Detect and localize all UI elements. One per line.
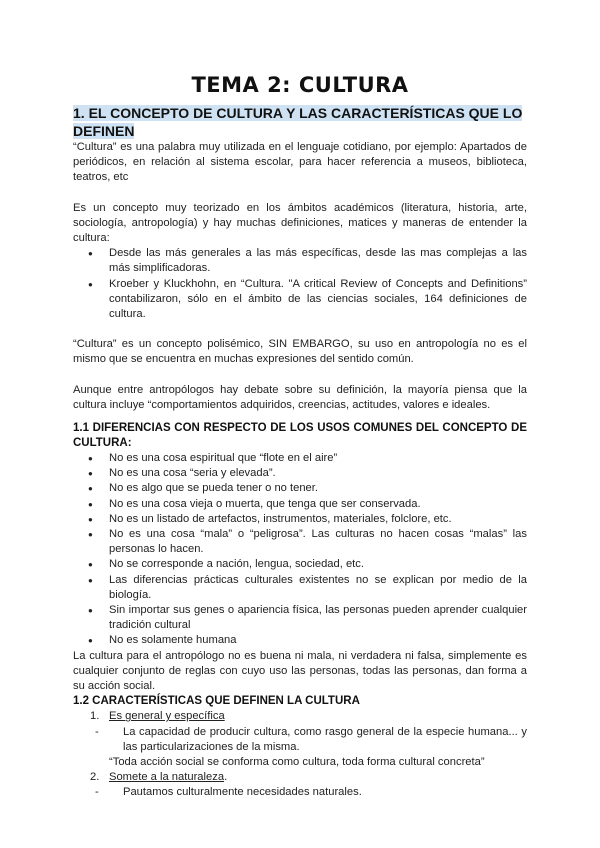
characteristic-item — [73, 770, 527, 785]
section-1-heading-text: 1. EL CONCEPTO DE CULTURA Y LAS CARACTERÍSTICAS QUE LO DEFINEN — [73, 105, 523, 139]
dash-list — [73, 725, 527, 755]
section-1-1-heading: 1.1 DIFERENCIAS CON RESPECTO DE LOS USOS COMUNES DEL CONCEPTO DE CULTURA: — [73, 422, 527, 450]
list-item: - Pautamos culturalmente necesidades naturales. — [73, 785, 527, 800]
section-1-2-heading: 1.2 CARACTERÍSTICAS QUE DEFINEN LA CULTURA — [73, 695, 360, 708]
list-item: ● No es algo que se pueda tener o no tener. — [73, 481, 527, 496]
differences-list — [73, 451, 527, 649]
quote-line: “Toda acción social se conforma como cultura, toda forma cultural concreta” — [109, 755, 485, 768]
document-page — [73, 72, 527, 801]
list-item: ● No es una cosa espiritual que “flote en el aire” — [73, 451, 527, 466]
list-item: ● No es un listado de artefactos, instrumentos, materiales, folclore, etc. — [73, 512, 527, 527]
definitions-list — [73, 246, 527, 322]
item-number: 1. — [90, 710, 100, 723]
characteristics-list — [73, 709, 527, 724]
item-label-suffix: . — [224, 771, 228, 784]
theorized-paragraph: Es un concepto muy teorizado en los ámbitos académicos (literatura, historia, arte, sociología, antropología) y hay muchas definiciones, matices y maneras de entender la cultura: — [73, 201, 527, 245]
list-item: ● Desde las más generales a las más específicas, desde las mas complejas a las más simplificadoras. — [73, 246, 527, 276]
list-item: ● No es una cosa “mala” o “peligrosa”. Las culturas no hacen cosas “malas” las personas lo hacen. — [73, 527, 527, 557]
list-item: ● Las diferencias prácticas culturales existentes no se explican por medio de la biología. — [73, 573, 527, 603]
list-item: ● No es una cosa “seria y elevada”. — [73, 466, 527, 481]
list-item: ● No es una cosa vieja o muerta, que tenga que ser conservada. — [73, 497, 527, 512]
list-item: ● No es solamente humana — [73, 633, 527, 648]
item-number: 2. — [90, 771, 100, 784]
list-item: ● Sin importar sus genes o apariencia física, las personas pueden aprender cualquier tradición cultural — [73, 603, 527, 633]
item-label: Somete a la naturaleza — [109, 771, 225, 784]
dash-list — [73, 785, 527, 800]
characteristics-list-cont — [73, 770, 527, 785]
debate-paragraph: Aunque entre antropólogos hay debate sobre su definición, la mayoría piensa que la cultura incluye “comportamientos adquiridos, creencias, actitudes, valores e ideales. — [73, 383, 527, 411]
item-label: Es general y específica — [109, 710, 225, 723]
list-item: - La capacidad de producir cultura, como rasgo general de la especie humana... y las particularizaciones de la misma. — [73, 725, 527, 755]
page-title: TEMA 2: CULTURA — [191, 73, 409, 97]
section-1-heading — [73, 104, 527, 140]
list-item: ● Kroeber y Kluckhohn, en “Cultura. "A critical Review of Concepts and Definitions” contabilizaron, sólo en el ámbito de las ciencias sociales, 164 definiciones de cultura. — [73, 277, 527, 323]
polysemic-paragraph: “Cultura” es un concepto polisémico, SIN EMBARGO, su uso en antropología no es el mismo que se encuentra en muchas expresiones del sentido común. — [73, 338, 527, 366]
characteristic-item — [73, 709, 527, 724]
intro-paragraph: “Cultura” es una palabra muy utilizada en el lenguaje cotidiano, por ejemplo: Apartados de periódicos, en relación al sistema escolar, para hacer referencia a museos, biblioteca, teatros, etc — [73, 141, 527, 184]
list-item: ● No se corresponde a nación, lengua, sociedad, etc. — [73, 557, 527, 572]
conclusion-paragraph: La cultura para el antropólogo no es buena ni mala, ni verdadera ni falsa, simplemente es cualquier conjunto de reglas con cuyo uso las personas, todas las personas, dan forma a su acción social. — [73, 649, 527, 693]
